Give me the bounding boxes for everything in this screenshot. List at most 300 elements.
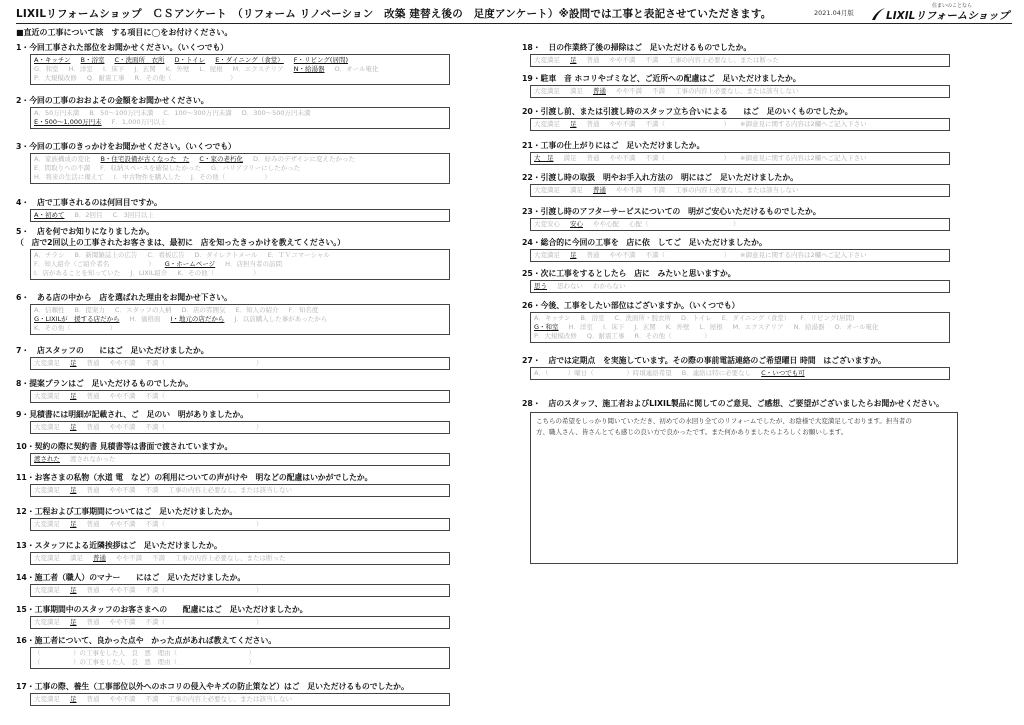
answer-line (534, 314, 946, 323)
answer-option[interactable]: I．床下 (102, 65, 125, 73)
answer-option[interactable]: D．300〜500万円未満 (241, 109, 311, 117)
answer-option[interactable]: O．オール電化 (334, 65, 379, 73)
answer-option[interactable]: C．3回目以上 (112, 211, 154, 219)
answer-option[interactable]: 普通 (86, 586, 100, 594)
question-title: 12・工程および工事期間についてはご 足いただけましたか。 (16, 507, 238, 516)
answer-option[interactable]: I．中古物件を購入した (113, 173, 181, 181)
answer-option[interactable]: 大変満足 (34, 359, 60, 367)
answer-option[interactable]: やや不満 (609, 154, 636, 162)
answer-box (30, 616, 450, 629)
answer-line (534, 220, 946, 229)
selected-option[interactable]: 足 (570, 251, 577, 259)
answer-box (530, 218, 950, 231)
answer-line (34, 455, 446, 464)
selected-option[interactable]: G・LIXILが 援する店だから (34, 315, 120, 323)
question-1 (16, 42, 510, 85)
answer-option[interactable]: 大変満足 (534, 87, 560, 95)
version-date: 2021.04月版 (814, 9, 854, 17)
answer-option[interactable]: 普通 (86, 695, 100, 703)
selected-option[interactable]: 大 足 (534, 154, 554, 162)
lixil-logo (870, 2, 1010, 24)
answer-option[interactable]: P．大規模改修 (34, 74, 77, 82)
selected-option[interactable]: 普通 (93, 554, 106, 562)
answer-option[interactable]: やや心配 (593, 220, 619, 228)
answer-box (530, 312, 950, 343)
question-title: 4・ 店で工事されるのは何回目ですか。 (16, 198, 162, 207)
selected-option[interactable]: E・ダイニング（食堂） (215, 56, 284, 64)
answer-option[interactable]: A．50万円未満 (34, 109, 80, 117)
question-9 (16, 409, 510, 434)
question-13 (16, 540, 510, 565)
question-16 (16, 635, 510, 669)
answer-option[interactable]: ※御意見に関する内容は2欄へご記入下さい (740, 120, 867, 128)
answer-option[interactable]: D．トイレ (681, 314, 712, 322)
answer-option[interactable]: 普通 (586, 154, 600, 162)
answer-line (34, 618, 446, 627)
answer-option[interactable]: H．洋室 (568, 323, 593, 331)
answer-line (34, 586, 446, 595)
answer-option[interactable]: J．LIXIL紹介 (130, 269, 168, 277)
answer-option[interactable]: 大変満足 (34, 695, 60, 703)
question-3 (16, 141, 510, 184)
answer-option[interactable]: Q．耐震工事 (586, 332, 625, 340)
answer-line (34, 260, 446, 269)
selected-option[interactable]: 足 (570, 56, 577, 64)
selected-option[interactable]: 足 (70, 423, 77, 431)
answer-option[interactable]: I．店があることを知っていた (34, 269, 121, 277)
answer-line (34, 392, 446, 401)
answer-option[interactable]: 満足 (570, 186, 583, 194)
selected-option[interactable]: C・家の老朽化 (199, 155, 243, 163)
answer-box (30, 421, 450, 434)
answer-option[interactable]: 普通 (86, 486, 100, 494)
answer-option[interactable]: F．知人紹介（ご紹介者名 ） (34, 260, 155, 268)
answer-option[interactable]: ※御意見に関する内容は2欄へご記入下さい (740, 154, 867, 162)
answer-option[interactable]: やや不満 (109, 423, 136, 431)
answer-box (30, 209, 450, 222)
answer-option[interactable]: J．以前購入した事があったから (234, 315, 328, 323)
answer-option[interactable]: L．屋根 (699, 323, 723, 331)
answer-option[interactable]: D．ダイレクトメール (194, 251, 258, 259)
answer-option[interactable]: F．リビング(居間) (800, 314, 855, 322)
answer-box (30, 484, 450, 497)
answer-line (34, 251, 446, 260)
answer-option[interactable]: G．和室 (34, 65, 59, 73)
answer-option[interactable]: 工事の内容上必要なし、または該当しない (168, 486, 292, 494)
answer-option[interactable]: 不満 (145, 695, 159, 703)
answer-line (34, 554, 446, 563)
answer-option[interactable]: 普通 (86, 423, 100, 431)
answer-option[interactable]: やや不満 (109, 520, 136, 528)
answer-option[interactable]: 普通 (86, 618, 100, 626)
answer-option[interactable]: 不満（ ） (145, 359, 263, 367)
answer-option[interactable]: 大変満足 (34, 586, 60, 594)
answer-line (34, 173, 446, 182)
question-title: 2・今回の工事のおおよその金額をお聞かせください。 (16, 96, 209, 105)
selected-option[interactable]: B・浴室 (80, 56, 105, 64)
answer-option[interactable]: 不満 (652, 186, 665, 194)
answer-box (530, 85, 950, 98)
answer-line (534, 120, 946, 129)
answer-option[interactable]: K．外壁 (165, 65, 190, 73)
answer-line (34, 155, 446, 164)
answer-option[interactable]: H．店担当者の訪問 (225, 260, 283, 268)
answer-line (534, 323, 946, 332)
answer-option[interactable]: J．玄関 (134, 65, 156, 73)
answer-box (30, 107, 450, 129)
answer-line (34, 56, 446, 65)
answer-option[interactable]: 不満（ ） (145, 423, 263, 431)
question-title: 28・ 店のスタッフ、施工者およびLIXIL製品に関してのご意見、ご感想、ご要望がございましたらお聞かせください。 (522, 399, 944, 408)
answer-box (30, 249, 450, 280)
answer-option[interactable]: O．オール電化 (834, 323, 879, 331)
selected-option[interactable]: 足 (70, 695, 77, 703)
answer-line (34, 118, 446, 127)
selected-option[interactable]: 足 (70, 520, 77, 528)
answer-box (530, 152, 950, 165)
answer-option[interactable]: やや不満 (109, 486, 136, 494)
comment-box[interactable] (530, 412, 958, 564)
question-title: 25・次に工事をするとしたら 店に みたいと思いますか。 (522, 269, 736, 278)
selected-option[interactable]: 安心 (570, 220, 583, 228)
question-title: 1・今回工事された部位をお聞かせください。（いくつでも） (16, 43, 229, 52)
selected-option[interactable]: 足 (570, 120, 577, 128)
answer-option[interactable]: N．給湯器 (793, 323, 825, 331)
question-12 (16, 506, 510, 531)
answer-line (34, 324, 446, 333)
answer-option[interactable]: C．スタッフの人柄 (114, 306, 172, 314)
question-27 (522, 355, 1014, 380)
answer-line (34, 359, 446, 368)
answer-box (30, 584, 450, 597)
question-25 (522, 268, 1014, 293)
answer-option[interactable]: E．間取りへの不満 (34, 164, 91, 172)
selected-option[interactable]: F・リビング(居間) (293, 56, 348, 64)
answer-option[interactable]: やや不満 (609, 251, 636, 259)
answer-box (30, 54, 450, 85)
answer-option[interactable]: 工事の内容上必要なし、または断った (668, 56, 779, 64)
question-title: 15・工事期間中のスタッフのお客さまへの 配慮にはご 足いただけましたか。 (16, 605, 308, 614)
answer-option[interactable]: 工事の内容上必要なし、または該当しない (675, 87, 799, 95)
answer-option[interactable]: 心配（ ） (629, 220, 740, 228)
question-title: 24・総合的に今回の工事を 店に依 してご 足いただけましたか。 (522, 238, 767, 247)
answer-option[interactable]: 不満 (645, 56, 659, 64)
selected-option[interactable]: 足 (70, 392, 77, 400)
question-title: 10・契約の際に契約書 見積書等は書面で渡されていますか。 (16, 442, 233, 451)
answer-option[interactable]: M．エクステリア (732, 323, 784, 331)
question-title: 23・引渡し時のアフターサービスについての 明がご安心いただけるものでしたか。 (522, 207, 821, 216)
answer-line (34, 74, 446, 83)
question-title: 21・工事の仕上がりにはご 足いただけましたか。 (522, 141, 705, 150)
answer-box (30, 153, 450, 184)
question-6 (16, 292, 510, 335)
answer-option[interactable]: 不満 (152, 554, 165, 562)
question-22 (522, 172, 1014, 197)
question-title: 5・ 店を何でお知りになりましたか。 (16, 227, 154, 236)
answer-option[interactable]: H．価格面 (129, 315, 161, 323)
answer-option[interactable]: 不満（ ） (645, 251, 730, 259)
answer-box (30, 693, 450, 706)
answer-option[interactable]: やや不満 (616, 87, 642, 95)
answer-line (34, 211, 446, 220)
answer-option[interactable]: C．100〜300万円未満 (163, 109, 232, 117)
answer-option[interactable]: 大変満足 (34, 486, 60, 494)
answer-option[interactable]: B．2回目 (74, 211, 103, 219)
answer-box (30, 647, 450, 669)
selected-option[interactable]: 普通 (593, 186, 606, 194)
answer-option[interactable]: B．提案力 (74, 306, 105, 314)
answer-option[interactable]: 不満（ ） (145, 520, 263, 528)
answer-line (34, 269, 446, 278)
answer-option[interactable]: 不満（ ） (145, 618, 263, 626)
question-title: 8・提案プランはご 足いただけるものでしたか。 (16, 379, 193, 388)
answer-option[interactable]: やや不満 (609, 56, 636, 64)
answer-option[interactable]: やや不満 (109, 359, 136, 367)
answer-option[interactable]: わからない (593, 282, 626, 290)
selected-option[interactable]: 足 (70, 618, 77, 626)
answer-option[interactable]: P．大規模改修 (534, 332, 577, 340)
answer-option[interactable]: 普通 (86, 520, 100, 528)
answer-option[interactable]: K．その他（ ） (177, 269, 260, 277)
answer-box (30, 390, 450, 403)
selected-option[interactable]: G・ホームページ (164, 260, 216, 268)
question-23 (522, 206, 1014, 231)
answer-option[interactable]: F．1,000万円以上 (111, 118, 167, 126)
answer-option[interactable]: 不満（ ） (645, 120, 730, 128)
question-7 (16, 345, 510, 370)
selected-option[interactable]: A・キッチン (34, 56, 71, 64)
question-2 (16, 95, 510, 129)
page-title: LIXILリフォームショップ ＣＳアンケート （リフォーム リノベーション 改築 建替え後の 足度アンケート）※設問では工事と表記させていただきます。 (16, 8, 772, 20)
question-title: 11・お客さまの私物（水道 電 など）の利用についての声がけや 明などの配慮はいかがでしたか。 (16, 473, 373, 482)
question-28 (522, 398, 1014, 564)
answer-option[interactable]: F．収納スペースを確保したかった (100, 164, 202, 172)
selected-option[interactable]: 思う (534, 282, 547, 290)
answer-option[interactable]: 工事の内容上必要なし、または該当しない (168, 695, 292, 703)
answer-option[interactable]: 不満 (145, 486, 159, 494)
answer-option[interactable]: E．ダイニング（食堂） (721, 314, 791, 322)
answer-option[interactable]: 普通 (586, 56, 600, 64)
answer-option[interactable]: 満足 (70, 554, 83, 562)
answer-option[interactable]: 大変安心 (534, 220, 560, 228)
answer-box (30, 357, 450, 370)
answer-box (30, 552, 450, 565)
answer-line (534, 332, 946, 341)
question-title: 13・スタッフによる近隣挨拶はご 足いただけましたか。 (16, 541, 222, 550)
question-26 (522, 300, 1014, 343)
answer-option[interactable]: 工事の内容上必要なし、または断った (175, 554, 286, 562)
answer-option[interactable]: A．家族構成の変化 (34, 155, 91, 163)
answer-option[interactable]: 普通 (86, 359, 100, 367)
answer-box (530, 249, 950, 262)
answer-option[interactable]: ※御意見に関する内容は2欄へご記入下さい (740, 251, 867, 259)
answer-option[interactable]: （ ）の工事をした人 良 悪 理由（ ） (34, 658, 255, 666)
answer-option[interactable]: 大変満足 (534, 251, 560, 259)
answer-line (534, 154, 946, 163)
answer-option[interactable]: 満足 (563, 154, 577, 162)
lixil-swoosh-icon (870, 7, 886, 21)
answer-option[interactable]: （ ）の工事をした人 良 悪 理由（ ） (34, 649, 255, 657)
question-5 (16, 226, 510, 280)
answer-option[interactable]: F．知名度 (288, 306, 319, 314)
answer-option[interactable]: 大変満足 (534, 120, 560, 128)
answer-option[interactable]: B．新聞雑誌上の広告 (74, 251, 138, 259)
answer-option[interactable]: I．床下 (602, 323, 625, 331)
question-24 (522, 237, 1014, 262)
answer-option[interactable]: E．ＴＶコマーシャル (267, 251, 330, 259)
answer-option[interactable]: C．看板広告 (147, 251, 185, 259)
question-20 (522, 106, 1014, 131)
answer-option[interactable]: J．玄関 (634, 323, 656, 331)
answer-option[interactable]: B．連絡は特に必要なし (681, 369, 752, 377)
answer-option[interactable]: A．（ ）曜日（ ）時頃連絡希望 (534, 369, 672, 377)
answer-option[interactable]: 不満（ ） (145, 586, 263, 594)
answer-option[interactable]: 大変満足 (534, 56, 560, 64)
question-title: 14・施工者（職人）のマナー にはご 足いただけましたか。 (16, 573, 246, 582)
selected-option[interactable]: D・トイレ (174, 56, 206, 64)
answer-option[interactable]: 大変満足 (34, 618, 60, 626)
question-title: 22・引渡し時の取扱 明やお手入れ方法の 明にはご 足いただけましたか。 (522, 173, 798, 182)
answer-option[interactable]: B．50〜100万円未満 (89, 109, 154, 117)
answer-line (34, 658, 446, 667)
question-17 (16, 681, 510, 706)
answer-option[interactable]: やや不満 (109, 695, 136, 703)
answer-option[interactable]: B．浴室 (580, 314, 605, 322)
answer-line (34, 164, 446, 173)
logo-text: LIXILリフォームショップ (886, 10, 1010, 22)
question-15 (16, 604, 510, 629)
answer-option[interactable]: L．屋根 (199, 65, 223, 73)
answer-option[interactable]: やや不満 (609, 120, 636, 128)
answer-option[interactable]: R．その他（ ） (634, 332, 711, 340)
question-title: （ 店で2回以上の工事されたお客さまは、最初に 店を知ったきっかけを教えてください。） (16, 238, 345, 247)
answer-option[interactable]: A．チラシ (34, 251, 65, 259)
answer-line (534, 369, 946, 378)
selected-option[interactable]: G・和室 (534, 323, 559, 331)
answer-option[interactable]: K．その他（ ） (34, 324, 117, 332)
question-10 (16, 441, 510, 466)
question-8 (16, 378, 510, 403)
answer-option[interactable]: K．外壁 (665, 323, 690, 331)
question-14 (16, 572, 510, 597)
answer-option[interactable]: H．洋室 (68, 65, 93, 73)
answer-option[interactable]: やや不満 (109, 618, 136, 626)
selected-option[interactable]: C・洗面所 衣所 (114, 56, 165, 64)
question-11 (16, 472, 510, 497)
answer-option[interactable]: 普通 (586, 120, 600, 128)
answer-line (534, 251, 946, 260)
answer-box (30, 304, 450, 335)
answer-option[interactable]: J．その他（ ） (190, 173, 271, 181)
selected-option[interactable]: B・住宅設備が古くなった た (100, 155, 190, 163)
answer-line (34, 109, 446, 118)
selected-option[interactable]: 渡された (34, 455, 60, 463)
question-title: 6・ ある店の中から 店を選ばれた理由をお聞かせ下さい。 (16, 293, 232, 302)
answer-box (30, 518, 450, 531)
question-title: 16・施工者について、良かった点や かった点があれば教えてください。 (16, 636, 277, 645)
answer-option[interactable]: 普通 (586, 251, 600, 259)
question-21 (522, 140, 1014, 165)
selected-option[interactable]: E・500〜1,000万円未 (34, 118, 102, 126)
answer-box (530, 280, 950, 293)
answer-option[interactable]: やや不満 (116, 554, 142, 562)
answer-option[interactable]: 普通 (86, 392, 100, 400)
answer-option[interactable]: Q．耐震工事 (86, 74, 125, 82)
answer-option[interactable]: やや不満 (616, 186, 642, 194)
answer-option[interactable]: A．信頼性 (34, 306, 65, 314)
answer-option[interactable]: D．好みのデザインに変えたかった (252, 155, 356, 163)
question-title: 20・引渡し前、または引渡し時のスタッフ立ち合いによる はご 足のいくものでしたか。 (522, 107, 853, 116)
question-title: 19・駐車 音 ホコリやゴミなど、ご近所への配慮はご 足いただけましたか。 (522, 74, 801, 83)
question-19 (522, 73, 1014, 98)
answer-option[interactable]: 思わない (557, 282, 583, 290)
selected-option[interactable]: N・給湯器 (293, 65, 325, 73)
answer-option[interactable]: A．キッチン (534, 314, 571, 322)
question-title: 27・ 店では定期点 を実施しています。その際の事前電話連絡のご希望曜日 時間 はございますか。 (522, 356, 886, 365)
answer-option[interactable]: やや不満 (109, 392, 136, 400)
answer-box (530, 367, 950, 380)
selected-option[interactable]: 普通 (593, 87, 606, 95)
answer-option[interactable]: 大変満足 (34, 392, 60, 400)
answer-option[interactable]: 不満（ ） (645, 154, 730, 162)
answer-line (34, 649, 446, 658)
question-title: 9・見積書には明細が記載され、ご 足のい 明がありましたか。 (16, 410, 248, 419)
answer-option[interactable]: 工事の内容上必要なし、または該当しない (675, 186, 799, 194)
answer-line (534, 282, 946, 291)
selected-option[interactable]: 足 (70, 486, 77, 494)
answer-option[interactable]: 不満 (652, 87, 665, 95)
answer-box (530, 118, 950, 131)
answer-line (34, 486, 446, 495)
answer-option[interactable]: 不満（ ） (145, 392, 263, 400)
selected-option[interactable]: A・初めて (34, 211, 65, 219)
answer-line (534, 186, 946, 195)
answer-option[interactable]: 大変満足 (34, 520, 60, 528)
answer-option[interactable]: 渡されなかった (70, 455, 116, 463)
comment-text: こちらの希望をしっかり聞いていただき、初めての水回り全てのリフォームでしたが、お陰様で大変満足しております。担当者の 方、職人さん、皆さんとても感じの良い方で良かったです。また何かありましたらよろしくお願いします。 (536, 417, 912, 436)
answer-option[interactable]: D．店の雰囲気 (181, 306, 226, 314)
header-divider (16, 23, 1012, 24)
answer-option[interactable]: M．エクステリア (232, 65, 284, 73)
selected-option[interactable]: 足 (70, 586, 77, 594)
answer-option[interactable]: 大変満足 (534, 186, 560, 194)
question-title: 18・ 日の作業終了後の掃除はご 足いただけるものでしたか。 (522, 43, 752, 52)
page-header (0, 0, 1024, 26)
answer-option[interactable]: 大変満足 (34, 554, 60, 562)
instruction-text: ■直近の工事について該 する項目に◯をお付けください。 (16, 28, 233, 37)
answer-line (534, 56, 946, 65)
answer-option[interactable]: G．バリアフリーにしたかった (211, 164, 301, 172)
selected-option[interactable]: 足 (70, 359, 77, 367)
answer-box (30, 453, 450, 466)
answer-line (34, 65, 446, 74)
answer-line (34, 423, 446, 432)
question-title: 26・今後、工事をしたい部位はございますか。（いくつでも） (522, 301, 740, 310)
question-title: 17・工事の際、養生（工事部位以外へのホコリの侵入やキズの防止策など）はご 足いただけるものでしたか。 (16, 682, 409, 691)
selected-option[interactable]: C・いつでも可 (761, 369, 805, 377)
answer-box (530, 184, 950, 197)
answer-option[interactable]: E．知人の紹介 (235, 306, 279, 314)
question-title: 7・ 店スタッフの にはご 足いただけましたか。 (16, 346, 209, 355)
selected-option[interactable]: I・地元の店だから (170, 315, 225, 323)
answer-option[interactable]: 大変満足 (34, 423, 60, 431)
answer-line (34, 695, 446, 704)
answer-option[interactable]: C．洗面所・脱衣所 (614, 314, 672, 322)
answer-option[interactable]: H．将来の生活に備えて (34, 173, 104, 181)
answer-option[interactable]: 満足 (570, 87, 583, 95)
answer-option[interactable]: やや不満 (109, 586, 136, 594)
answer-option[interactable]: R．その他（ ） (134, 74, 237, 82)
